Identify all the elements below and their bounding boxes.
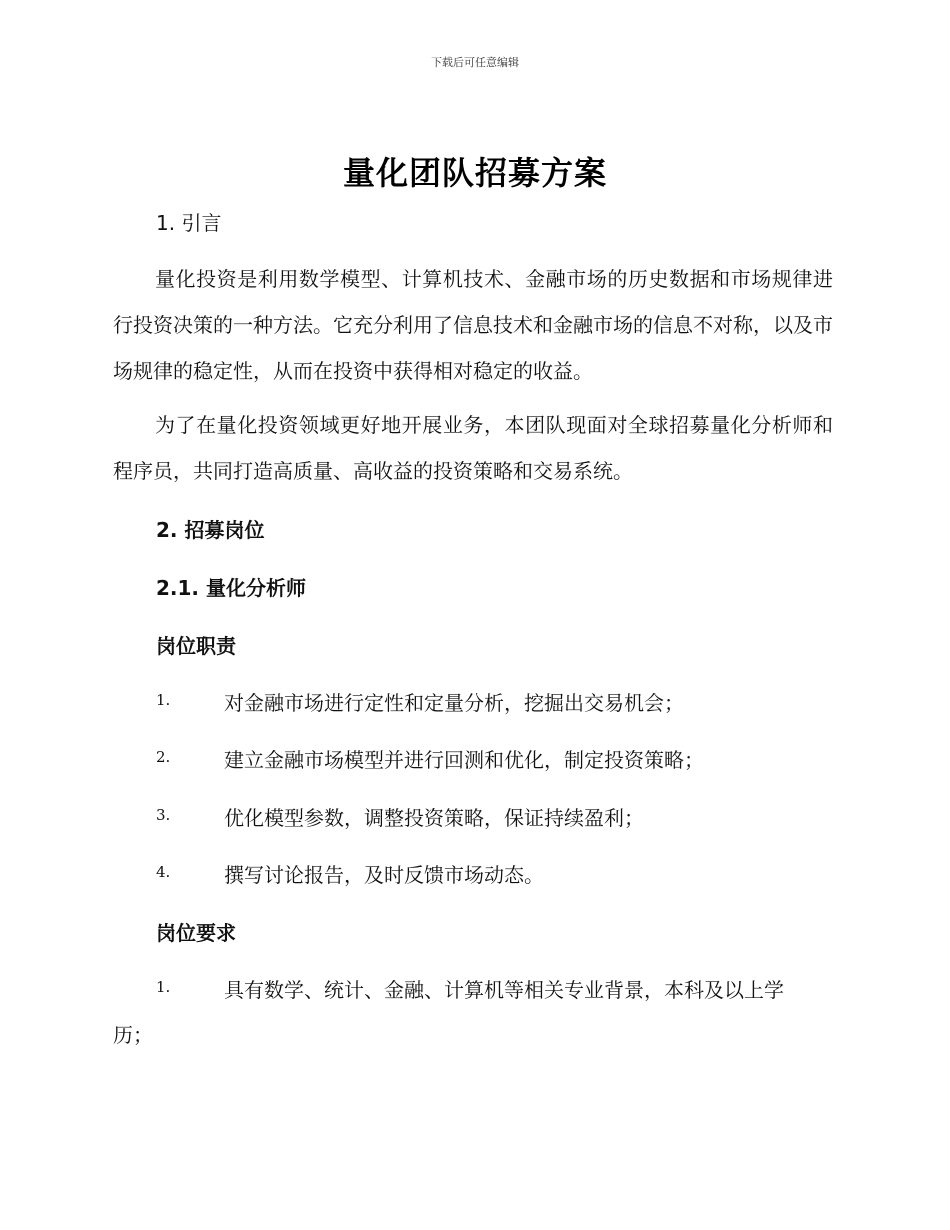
subsection-heading-analyst: 2.1. 量化分析师	[156, 576, 306, 600]
requirements-heading: 岗位要求	[156, 921, 236, 945]
duty-number: 4.	[156, 863, 171, 881]
duty-number: 1.	[156, 691, 171, 709]
duty-item: 对金融市场进行定性和定量分析，挖掘出交易机会；	[224, 691, 684, 715]
section-heading-intro: 1. 引言	[156, 211, 222, 235]
requirement-number: 1.	[156, 978, 171, 996]
duty-number: 2.	[156, 748, 171, 766]
duty-number: 3.	[156, 806, 171, 824]
requirement-item-line-2: 历；	[113, 1023, 153, 1047]
page-header-note: 下载后可任意编辑	[431, 56, 519, 69]
intro-paragraph-1: 量化投资是利用数学模型、计算机技术、金融市场的历史数据和市场规律进行投资决策的一种方法。它充分利用了信息技术和金融市场的信息不对称，以及市场规律的稳定性，从而在投资中获得相对稳定的收益。	[113, 267, 833, 383]
duties-heading: 岗位职责	[156, 634, 236, 658]
requirement-item-line-1: 具有数学、统计、金融、计算机等相关专业背景，本科及以上学	[224, 978, 784, 1002]
document-title: 量化团队招募方案	[342, 154, 607, 192]
duty-item: 撰写讨论报告，及时反馈市场动态。	[224, 863, 544, 887]
duty-item: 建立金融市场模型并进行回测和优化，制定投资策略；	[224, 748, 704, 772]
intro-paragraph-2: 为了在量化投资领域更好地开展业务，本团队现面对全球招募量化分析师和程序员，共同打造高质量、高收益的投资策略和交易系统。	[113, 413, 833, 483]
duty-item: 优化模型参数，调整投资策略，保证持续盈利；	[224, 806, 644, 830]
section-heading-positions: 2. 招募岗位	[156, 518, 265, 542]
